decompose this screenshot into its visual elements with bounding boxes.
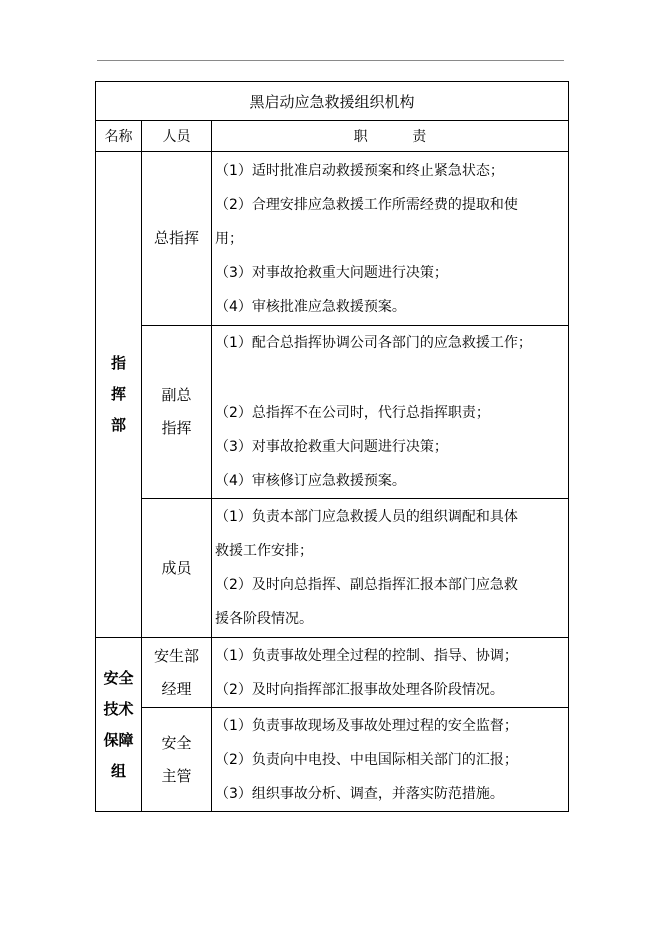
page-header-rule xyxy=(97,60,564,61)
role-name-line: 经理 xyxy=(161,679,192,698)
duties-deputy-commander xyxy=(212,326,569,499)
role-name-line: 成员 xyxy=(161,558,192,577)
role-deputy-commander xyxy=(142,326,212,499)
emergency-organization-table xyxy=(95,81,569,812)
role-name-line: 主管 xyxy=(161,766,192,785)
table-title: 黑启动应急救援组织机构 xyxy=(96,82,569,121)
duties-safety-dept-manager xyxy=(212,638,569,708)
duty-line: （3）对事故抢救重大问题进行决策； xyxy=(215,264,448,281)
duty-line: （1）负责事故现场及事故处理过程的安全监督； xyxy=(215,717,518,734)
group-name-line: 保障 xyxy=(103,730,134,749)
role-name-line: 总指挥 xyxy=(153,229,199,247)
group-name-line: 组 xyxy=(110,761,126,780)
duty-line: （2）及时向总指挥、副总指挥汇报本部门应急救 xyxy=(215,577,518,593)
duty-line: （2）及时向指挥部汇报事故处理各阶段情况。 xyxy=(215,681,504,698)
group-name-line: 安全 xyxy=(103,668,134,687)
group-name-line: 指 xyxy=(110,354,126,372)
duties-members xyxy=(212,499,569,638)
role-safety-dept-manager xyxy=(142,638,212,708)
duty-line: 救援工作安排； xyxy=(215,543,313,559)
group-command-cell xyxy=(96,152,142,638)
duty-line: （2）总指挥不在公司时，代行总指挥职责； xyxy=(215,405,490,421)
duty-line: （2）合理安排应急救援工作所需经费的提取和使 xyxy=(215,196,518,213)
role-safety-supervisor xyxy=(142,708,212,812)
role-name-line: 安生部 xyxy=(153,646,199,665)
role-members xyxy=(142,499,212,638)
role-name-line: 指挥 xyxy=(161,419,192,437)
duty-line: （2）负责向中电投、中电国际相关部门的汇报； xyxy=(215,751,518,768)
duty-line: 援各阶段情况。 xyxy=(215,611,313,627)
role-name-line: 安全 xyxy=(161,733,192,752)
header-duty: 职 责 xyxy=(212,121,569,152)
duties-commander xyxy=(212,152,569,326)
role-commander xyxy=(142,152,212,326)
group-safety-tech-cell xyxy=(96,638,142,812)
duty-line: （1）负责本部门应急救援人员的组织调配和具体 xyxy=(215,509,518,525)
duty-line: （3）组织事故分析、调查，并落实防范措施。 xyxy=(215,785,504,802)
duty-line: （1）负责事故处理全过程的控制、指导、协调； xyxy=(215,647,518,664)
group-name-line: 部 xyxy=(110,416,126,434)
duty-line: （1）适时批准启动救援预案和终止紧急状态； xyxy=(215,162,504,179)
group-name-line: 挥 xyxy=(110,385,126,403)
duty-line: （4）审核批准应急救援预案。 xyxy=(215,298,406,315)
duty-line: （3）对事故抢救重大问题进行决策； xyxy=(215,439,448,455)
duty-line: （1）配合总指挥协调公司各部门的应急救援工作； xyxy=(215,335,532,351)
header-person: 人员 xyxy=(142,121,212,152)
duties-safety-supervisor xyxy=(212,708,569,812)
group-name-line: 技术 xyxy=(103,699,134,718)
duty-line: （4）审核修订应急救援预案。 xyxy=(215,473,406,489)
header-name: 名称 xyxy=(96,121,142,152)
duty-line: 用； xyxy=(215,230,243,247)
role-name-line: 副总 xyxy=(161,386,192,404)
